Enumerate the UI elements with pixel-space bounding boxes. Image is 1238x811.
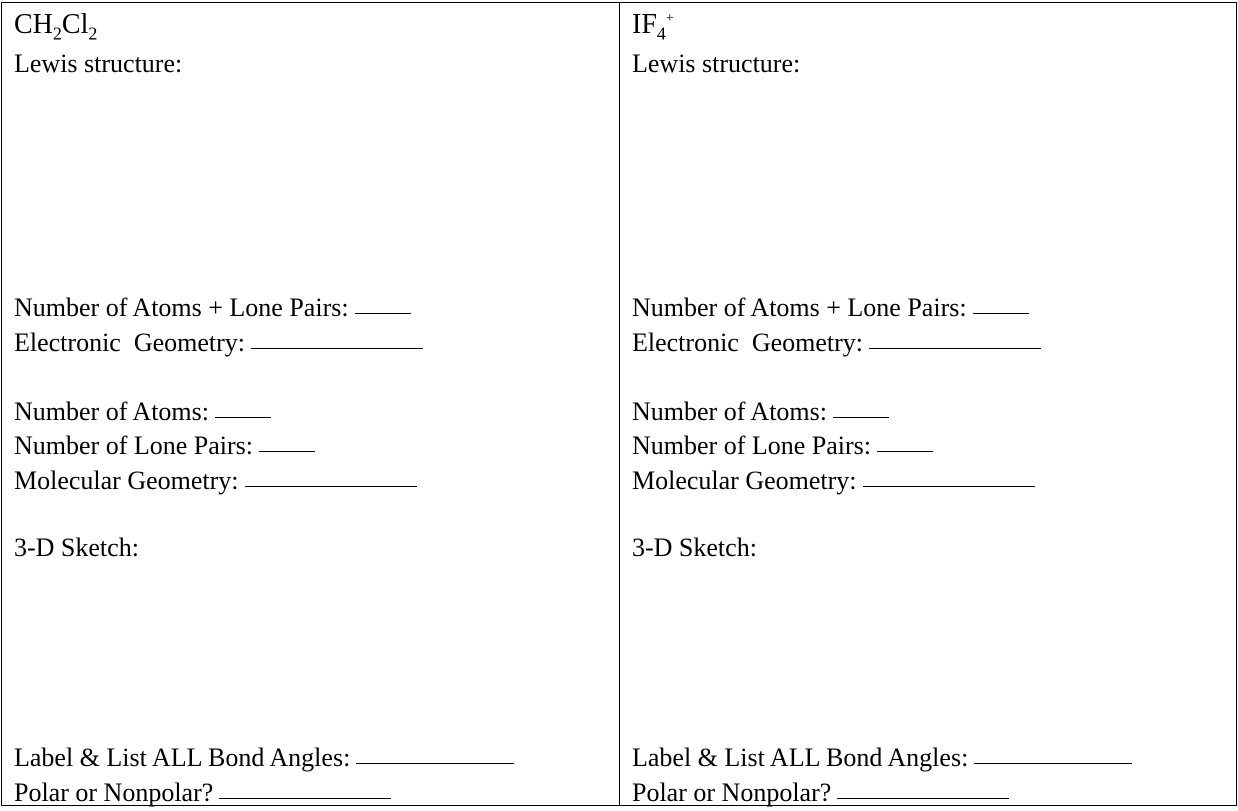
molecule-formula: $CH_2Cl_2$ xyxy=(14,9,98,44)
lewis-structure-label: Lewis structure: xyxy=(632,49,801,78)
number-of-atoms-blank[interactable] xyxy=(833,393,889,418)
number-of-atoms-row xyxy=(14,395,271,427)
polarity-row xyxy=(632,776,1009,808)
lewis-structure-label: Lewis structure: xyxy=(14,49,183,78)
molecular-geometry-label: Molecular Geometry: xyxy=(632,466,857,495)
number-of-lone-pairs-row xyxy=(14,429,315,461)
bond-angles-row xyxy=(14,741,514,773)
electronic-geometry-label: Electronic Geometry: xyxy=(14,328,246,357)
number-of-lone-pairs-label: Number of Lone Pairs: xyxy=(14,431,254,460)
atoms-lone-pairs-row xyxy=(632,291,1029,323)
number-of-atoms-row xyxy=(632,395,889,427)
number-of-atoms-label: Number of Atoms: xyxy=(632,397,827,426)
polarity-blank[interactable] xyxy=(837,774,1009,799)
atoms-lone-pairs-label: Number of Atoms + Lone Pairs: xyxy=(632,293,967,322)
atoms-lone-pairs-blank[interactable] xyxy=(973,289,1029,314)
number-of-lone-pairs-label: Number of Lone Pairs: xyxy=(632,431,872,460)
electronic-geometry-blank[interactable] xyxy=(869,324,1041,349)
number-of-lone-pairs-blank[interactable] xyxy=(877,427,933,452)
electronic-geometry-row xyxy=(14,326,423,358)
bond-angles-label: Label & List ALL Bond Angles: xyxy=(632,743,969,772)
molecular-geometry-row xyxy=(632,464,1035,496)
bond-angles-blank[interactable] xyxy=(974,739,1132,764)
atoms-lone-pairs-label: Number of Atoms + Lone Pairs: xyxy=(14,293,349,322)
electronic-geometry-label: Electronic Geometry: xyxy=(632,328,864,357)
atoms-lone-pairs-row xyxy=(14,291,411,323)
worksheet-table xyxy=(1,2,1237,806)
molecular-geometry-label: Molecular Geometry: xyxy=(14,466,239,495)
molecular-geometry-blank[interactable] xyxy=(245,462,417,487)
molecule-cell-ch2cl2 xyxy=(2,3,620,805)
molecular-geometry-blank[interactable] xyxy=(863,462,1035,487)
bond-angles-row xyxy=(632,741,1132,773)
atoms-lone-pairs-blank[interactable] xyxy=(355,289,411,314)
sketch-label: 3-D Sketch: xyxy=(632,533,757,562)
number-of-lone-pairs-row xyxy=(632,429,933,461)
number-of-lone-pairs-blank[interactable] xyxy=(259,427,315,452)
bond-angles-blank[interactable] xyxy=(356,739,514,764)
molecule-formula: $IF_4^+$ xyxy=(632,9,674,44)
polarity-blank[interactable] xyxy=(219,774,391,799)
sketch-label: 3-D Sketch: xyxy=(14,533,139,562)
bond-angles-label: Label & List ALL Bond Angles: xyxy=(14,743,351,772)
number-of-atoms-label: Number of Atoms: xyxy=(14,397,209,426)
number-of-atoms-blank[interactable] xyxy=(215,393,271,418)
polarity-label: Polar or Nonpolar? xyxy=(632,778,832,807)
polarity-row xyxy=(14,776,391,808)
electronic-geometry-blank[interactable] xyxy=(251,324,423,349)
electronic-geometry-row xyxy=(632,326,1041,358)
molecular-geometry-row xyxy=(14,464,417,496)
molecule-cell-if4 xyxy=(620,3,1236,805)
polarity-label: Polar or Nonpolar? xyxy=(14,778,214,807)
